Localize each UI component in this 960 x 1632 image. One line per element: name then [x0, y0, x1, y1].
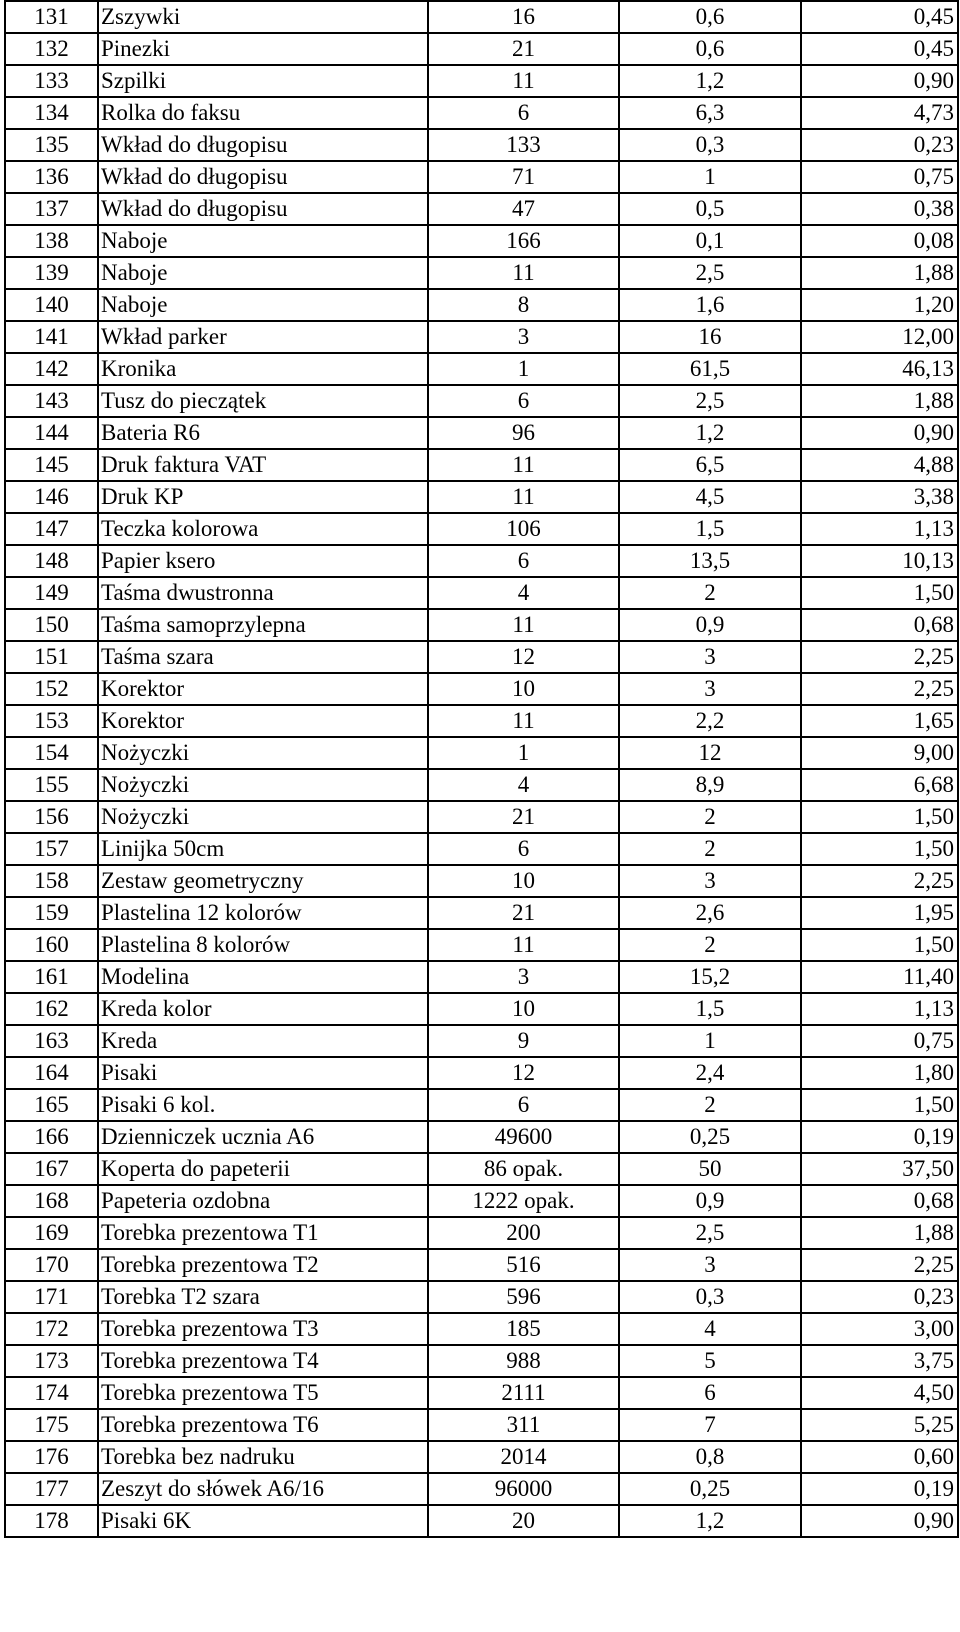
net-value-cell: 1,88 — [801, 1217, 958, 1249]
item-name-cell: Papier ksero — [98, 545, 428, 577]
row-number-cell: 135 — [5, 129, 98, 161]
item-name-cell: Druk faktura VAT — [98, 449, 428, 481]
net-value-cell: 1,20 — [801, 289, 958, 321]
item-name-cell: Kreda — [98, 1025, 428, 1057]
unit-price-cell: 2,5 — [619, 257, 801, 289]
table-row — [5, 353, 958, 385]
unit-price-cell: 13,5 — [619, 545, 801, 577]
unit-price-cell: 2,6 — [619, 897, 801, 929]
item-name-cell: Pisaki 6K — [98, 1505, 428, 1537]
row-number-cell: 173 — [5, 1345, 98, 1377]
unit-price-cell: 0,1 — [619, 225, 801, 257]
quantity-cell: 4 — [428, 769, 619, 801]
item-name-cell: Szpilki — [98, 65, 428, 97]
quantity-cell: 11 — [428, 449, 619, 481]
table-row — [5, 1505, 958, 1537]
row-number-cell: 156 — [5, 801, 98, 833]
net-value-cell: 0,68 — [801, 1185, 958, 1217]
net-value-cell: 0,60 — [801, 1441, 958, 1473]
item-name-cell: Torebka prezentowa T3 — [98, 1313, 428, 1345]
net-value-cell: 0,45 — [801, 1, 958, 33]
item-name-cell: Naboje — [98, 257, 428, 289]
quantity-cell: 185 — [428, 1313, 619, 1345]
quantity-cell: 11 — [428, 481, 619, 513]
table-row — [5, 513, 958, 545]
item-name-cell: Naboje — [98, 225, 428, 257]
quantity-cell: 21 — [428, 801, 619, 833]
item-name-cell: Zeszyt do słówek A6/16 — [98, 1473, 428, 1505]
quantity-cell: 49600 — [428, 1121, 619, 1153]
quantity-cell: 1 — [428, 353, 619, 385]
unit-price-cell: 0,5 — [619, 193, 801, 225]
net-value-cell: 1,80 — [801, 1057, 958, 1089]
net-value-cell: 9,00 — [801, 737, 958, 769]
row-number-cell: 154 — [5, 737, 98, 769]
row-number-cell: 140 — [5, 289, 98, 321]
net-value-cell: 0,19 — [801, 1473, 958, 1505]
row-number-cell: 147 — [5, 513, 98, 545]
table-row — [5, 289, 958, 321]
quantity-cell: 21 — [428, 897, 619, 929]
table-row — [5, 129, 958, 161]
unit-price-cell: 3 — [619, 673, 801, 705]
quantity-cell: 516 — [428, 1249, 619, 1281]
row-number-cell: 163 — [5, 1025, 98, 1057]
row-number-cell: 132 — [5, 33, 98, 65]
quantity-cell: 4 — [428, 577, 619, 609]
quantity-cell: 133 — [428, 129, 619, 161]
unit-price-cell: 2,2 — [619, 705, 801, 737]
net-value-cell: 1,88 — [801, 385, 958, 417]
table-row — [5, 737, 958, 769]
table-row — [5, 673, 958, 705]
unit-price-cell: 0,9 — [619, 1185, 801, 1217]
net-value-cell: 0,75 — [801, 1025, 958, 1057]
table-row — [5, 641, 958, 673]
table-row — [5, 481, 958, 513]
item-name-cell: Torebka prezentowa T2 — [98, 1249, 428, 1281]
row-number-cell: 145 — [5, 449, 98, 481]
table-row — [5, 1409, 958, 1441]
quantity-cell: 6 — [428, 545, 619, 577]
item-name-cell: Pisaki 6 kol. — [98, 1089, 428, 1121]
unit-price-cell: 5 — [619, 1345, 801, 1377]
item-name-cell: Naboje — [98, 289, 428, 321]
price-table-body — [5, 1, 958, 1537]
unit-price-cell: 0,25 — [619, 1473, 801, 1505]
table-row — [5, 705, 958, 737]
quantity-cell: 21 — [428, 33, 619, 65]
unit-price-cell: 0,6 — [619, 33, 801, 65]
item-name-cell: Zestaw geometryczny — [98, 865, 428, 897]
net-value-cell: 0,08 — [801, 225, 958, 257]
row-number-cell: 161 — [5, 961, 98, 993]
table-row — [5, 65, 958, 97]
unit-price-cell: 15,2 — [619, 961, 801, 993]
table-row — [5, 1, 958, 33]
item-name-cell: Torebka prezentowa T4 — [98, 1345, 428, 1377]
row-number-cell: 178 — [5, 1505, 98, 1537]
table-row — [5, 545, 958, 577]
net-value-cell: 2,25 — [801, 673, 958, 705]
row-number-cell: 152 — [5, 673, 98, 705]
quantity-cell: 96 — [428, 417, 619, 449]
quantity-cell: 106 — [428, 513, 619, 545]
unit-price-cell: 0,6 — [619, 1, 801, 33]
net-value-cell: 1,50 — [801, 801, 958, 833]
net-value-cell: 1,95 — [801, 897, 958, 929]
row-number-cell: 172 — [5, 1313, 98, 1345]
table-row — [5, 1153, 958, 1185]
quantity-cell: 311 — [428, 1409, 619, 1441]
unit-price-cell: 2 — [619, 801, 801, 833]
unit-price-cell: 8,9 — [619, 769, 801, 801]
net-value-cell: 1,50 — [801, 1089, 958, 1121]
row-number-cell: 142 — [5, 353, 98, 385]
net-value-cell: 0,68 — [801, 609, 958, 641]
unit-price-cell: 1,2 — [619, 1505, 801, 1537]
row-number-cell: 138 — [5, 225, 98, 257]
quantity-cell: 96000 — [428, 1473, 619, 1505]
item-name-cell: Nożyczki — [98, 801, 428, 833]
row-number-cell: 144 — [5, 417, 98, 449]
item-name-cell: Torebka bez nadruku — [98, 1441, 428, 1473]
row-number-cell: 155 — [5, 769, 98, 801]
table-row — [5, 1377, 958, 1409]
table-row — [5, 1313, 958, 1345]
quantity-cell: 10 — [428, 993, 619, 1025]
unit-price-cell: 16 — [619, 321, 801, 353]
net-value-cell: 0,38 — [801, 193, 958, 225]
item-name-cell: Zszywki — [98, 1, 428, 33]
item-name-cell: Korektor — [98, 673, 428, 705]
quantity-cell: 2014 — [428, 1441, 619, 1473]
unit-price-cell: 2 — [619, 1089, 801, 1121]
item-name-cell: Tusz do pieczątek — [98, 385, 428, 417]
item-name-cell: Bateria R6 — [98, 417, 428, 449]
table-row — [5, 161, 958, 193]
unit-price-cell: 6,5 — [619, 449, 801, 481]
net-value-cell: 0,75 — [801, 161, 958, 193]
unit-price-cell: 6 — [619, 1377, 801, 1409]
net-value-cell: 3,38 — [801, 481, 958, 513]
item-name-cell: Kreda kolor — [98, 993, 428, 1025]
unit-price-cell: 1,6 — [619, 289, 801, 321]
quantity-cell: 11 — [428, 257, 619, 289]
table-row — [5, 833, 958, 865]
table-row — [5, 1281, 958, 1313]
item-name-cell: Plastelina 8 kolorów — [98, 929, 428, 961]
item-name-cell: Teczka kolorowa — [98, 513, 428, 545]
table-row — [5, 257, 958, 289]
item-name-cell: Taśma samoprzylepna — [98, 609, 428, 641]
item-name-cell: Nożyczki — [98, 769, 428, 801]
net-value-cell: 11,40 — [801, 961, 958, 993]
table-row — [5, 1185, 958, 1217]
net-value-cell: 46,13 — [801, 353, 958, 385]
row-number-cell: 162 — [5, 993, 98, 1025]
item-name-cell: Taśma dwustronna — [98, 577, 428, 609]
quantity-cell: 71 — [428, 161, 619, 193]
table-row — [5, 993, 958, 1025]
net-value-cell: 5,25 — [801, 1409, 958, 1441]
unit-price-cell: 0,25 — [619, 1121, 801, 1153]
row-number-cell: 150 — [5, 609, 98, 641]
unit-price-cell: 1,5 — [619, 513, 801, 545]
table-row — [5, 193, 958, 225]
quantity-cell: 86 opak. — [428, 1153, 619, 1185]
net-value-cell: 1,13 — [801, 993, 958, 1025]
item-name-cell: Torebka prezentowa T1 — [98, 1217, 428, 1249]
net-value-cell: 3,75 — [801, 1345, 958, 1377]
quantity-cell: 1 — [428, 737, 619, 769]
row-number-cell: 151 — [5, 641, 98, 673]
table-row — [5, 1441, 958, 1473]
net-value-cell: 12,00 — [801, 321, 958, 353]
item-name-cell: Taśma szara — [98, 641, 428, 673]
item-name-cell: Pisaki — [98, 1057, 428, 1089]
item-name-cell: Linijka 50cm — [98, 833, 428, 865]
quantity-cell: 10 — [428, 673, 619, 705]
net-value-cell: 4,50 — [801, 1377, 958, 1409]
table-row — [5, 1217, 958, 1249]
row-number-cell: 167 — [5, 1153, 98, 1185]
quantity-cell: 11 — [428, 705, 619, 737]
quantity-cell: 2111 — [428, 1377, 619, 1409]
row-number-cell: 139 — [5, 257, 98, 289]
unit-price-cell: 1 — [619, 1025, 801, 1057]
net-value-cell: 2,25 — [801, 865, 958, 897]
net-value-cell: 0,23 — [801, 129, 958, 161]
row-number-cell: 166 — [5, 1121, 98, 1153]
unit-price-cell: 2,4 — [619, 1057, 801, 1089]
unit-price-cell: 6,3 — [619, 97, 801, 129]
table-row — [5, 1345, 958, 1377]
item-name-cell: Papeteria ozdobna — [98, 1185, 428, 1217]
quantity-cell: 9 — [428, 1025, 619, 1057]
quantity-cell: 11 — [428, 929, 619, 961]
table-row — [5, 961, 958, 993]
row-number-cell: 176 — [5, 1441, 98, 1473]
item-name-cell: Pinezki — [98, 33, 428, 65]
item-name-cell: Plastelina 12 kolorów — [98, 897, 428, 929]
table-row — [5, 769, 958, 801]
quantity-cell: 988 — [428, 1345, 619, 1377]
item-name-cell: Koperta do papeterii — [98, 1153, 428, 1185]
table-row — [5, 1057, 958, 1089]
quantity-cell: 47 — [428, 193, 619, 225]
table-row — [5, 1089, 958, 1121]
quantity-cell: 6 — [428, 385, 619, 417]
net-value-cell: 0,23 — [801, 1281, 958, 1313]
unit-price-cell: 0,9 — [619, 609, 801, 641]
row-number-cell: 136 — [5, 161, 98, 193]
unit-price-cell: 12 — [619, 737, 801, 769]
unit-price-cell: 1 — [619, 161, 801, 193]
net-value-cell: 4,73 — [801, 97, 958, 129]
quantity-cell: 3 — [428, 321, 619, 353]
row-number-cell: 146 — [5, 481, 98, 513]
quantity-cell: 10 — [428, 865, 619, 897]
row-number-cell: 168 — [5, 1185, 98, 1217]
unit-price-cell: 0,8 — [619, 1441, 801, 1473]
quantity-cell: 12 — [428, 1057, 619, 1089]
item-name-cell: Korektor — [98, 705, 428, 737]
quantity-cell: 6 — [428, 97, 619, 129]
table-row — [5, 929, 958, 961]
table-row — [5, 33, 958, 65]
table-row — [5, 321, 958, 353]
quantity-cell: 11 — [428, 609, 619, 641]
row-number-cell: 170 — [5, 1249, 98, 1281]
row-number-cell: 160 — [5, 929, 98, 961]
net-value-cell: 0,90 — [801, 417, 958, 449]
table-row — [5, 1121, 958, 1153]
unit-price-cell: 7 — [619, 1409, 801, 1441]
item-name-cell: Torebka prezentowa T6 — [98, 1409, 428, 1441]
item-name-cell: Dzienniczek ucznia A6 — [98, 1121, 428, 1153]
table-row — [5, 1249, 958, 1281]
table-row — [5, 225, 958, 257]
unit-price-cell: 4 — [619, 1313, 801, 1345]
item-name-cell: Wkład do długopisu — [98, 161, 428, 193]
unit-price-cell: 4,5 — [619, 481, 801, 513]
table-row — [5, 577, 958, 609]
table-row — [5, 417, 958, 449]
row-number-cell: 159 — [5, 897, 98, 929]
net-value-cell: 1,50 — [801, 929, 958, 961]
item-name-cell: Nożyczki — [98, 737, 428, 769]
quantity-cell: 16 — [428, 1, 619, 33]
item-name-cell: Wkład do długopisu — [98, 129, 428, 161]
row-number-cell: 131 — [5, 1, 98, 33]
unit-price-cell: 2,5 — [619, 385, 801, 417]
unit-price-cell: 2,5 — [619, 1217, 801, 1249]
net-value-cell: 0,19 — [801, 1121, 958, 1153]
quantity-cell: 6 — [428, 1089, 619, 1121]
table-row — [5, 865, 958, 897]
net-value-cell: 3,00 — [801, 1313, 958, 1345]
net-value-cell: 6,68 — [801, 769, 958, 801]
row-number-cell: 175 — [5, 1409, 98, 1441]
item-name-cell: Modelina — [98, 961, 428, 993]
item-name-cell: Druk KP — [98, 481, 428, 513]
item-name-cell: Torebka prezentowa T5 — [98, 1377, 428, 1409]
quantity-cell: 11 — [428, 65, 619, 97]
row-number-cell: 149 — [5, 577, 98, 609]
net-value-cell: 0,90 — [801, 65, 958, 97]
unit-price-cell: 0,3 — [619, 1281, 801, 1313]
row-number-cell: 174 — [5, 1377, 98, 1409]
unit-price-cell: 61,5 — [619, 353, 801, 385]
net-value-cell: 0,90 — [801, 1505, 958, 1537]
row-number-cell: 171 — [5, 1281, 98, 1313]
item-name-cell: Kronika — [98, 353, 428, 385]
quantity-cell: 8 — [428, 289, 619, 321]
row-number-cell: 133 — [5, 65, 98, 97]
quantity-cell: 200 — [428, 1217, 619, 1249]
row-number-cell: 165 — [5, 1089, 98, 1121]
table-row — [5, 385, 958, 417]
price-table — [4, 0, 959, 1538]
row-number-cell: 177 — [5, 1473, 98, 1505]
net-value-cell: 1,50 — [801, 833, 958, 865]
quantity-cell: 12 — [428, 641, 619, 673]
table-row — [5, 1473, 958, 1505]
item-name-cell: Wkład parker — [98, 321, 428, 353]
net-value-cell: 0,45 — [801, 33, 958, 65]
table-row — [5, 97, 958, 129]
net-value-cell: 10,13 — [801, 545, 958, 577]
net-value-cell: 2,25 — [801, 1249, 958, 1281]
row-number-cell: 158 — [5, 865, 98, 897]
row-number-cell: 143 — [5, 385, 98, 417]
row-number-cell: 153 — [5, 705, 98, 737]
net-value-cell: 1,50 — [801, 577, 958, 609]
item-name-cell: Rolka do faksu — [98, 97, 428, 129]
table-row — [5, 449, 958, 481]
item-name-cell: Wkład do długopisu — [98, 193, 428, 225]
row-number-cell: 137 — [5, 193, 98, 225]
row-number-cell: 157 — [5, 833, 98, 865]
row-number-cell: 134 — [5, 97, 98, 129]
net-value-cell: 4,88 — [801, 449, 958, 481]
unit-price-cell: 3 — [619, 1249, 801, 1281]
quantity-cell: 20 — [428, 1505, 619, 1537]
unit-price-cell: 1,2 — [619, 65, 801, 97]
item-name-cell: Torebka T2 szara — [98, 1281, 428, 1313]
net-value-cell: 2,25 — [801, 641, 958, 673]
table-row — [5, 609, 958, 641]
unit-price-cell: 2 — [619, 929, 801, 961]
quantity-cell: 166 — [428, 225, 619, 257]
row-number-cell: 164 — [5, 1057, 98, 1089]
table-row — [5, 801, 958, 833]
row-number-cell: 141 — [5, 321, 98, 353]
unit-price-cell: 50 — [619, 1153, 801, 1185]
net-value-cell: 1,13 — [801, 513, 958, 545]
unit-price-cell: 2 — [619, 577, 801, 609]
quantity-cell: 6 — [428, 833, 619, 865]
unit-price-cell: 1,2 — [619, 417, 801, 449]
row-number-cell: 169 — [5, 1217, 98, 1249]
unit-price-cell: 1,5 — [619, 993, 801, 1025]
net-value-cell: 37,50 — [801, 1153, 958, 1185]
table-row — [5, 897, 958, 929]
net-value-cell: 1,88 — [801, 257, 958, 289]
unit-price-cell: 3 — [619, 865, 801, 897]
unit-price-cell: 3 — [619, 641, 801, 673]
table-row — [5, 1025, 958, 1057]
row-number-cell: 148 — [5, 545, 98, 577]
unit-price-cell: 2 — [619, 833, 801, 865]
unit-price-cell: 0,3 — [619, 129, 801, 161]
net-value-cell: 1,65 — [801, 705, 958, 737]
quantity-cell: 3 — [428, 961, 619, 993]
quantity-cell: 596 — [428, 1281, 619, 1313]
quantity-cell: 1222 opak. — [428, 1185, 619, 1217]
